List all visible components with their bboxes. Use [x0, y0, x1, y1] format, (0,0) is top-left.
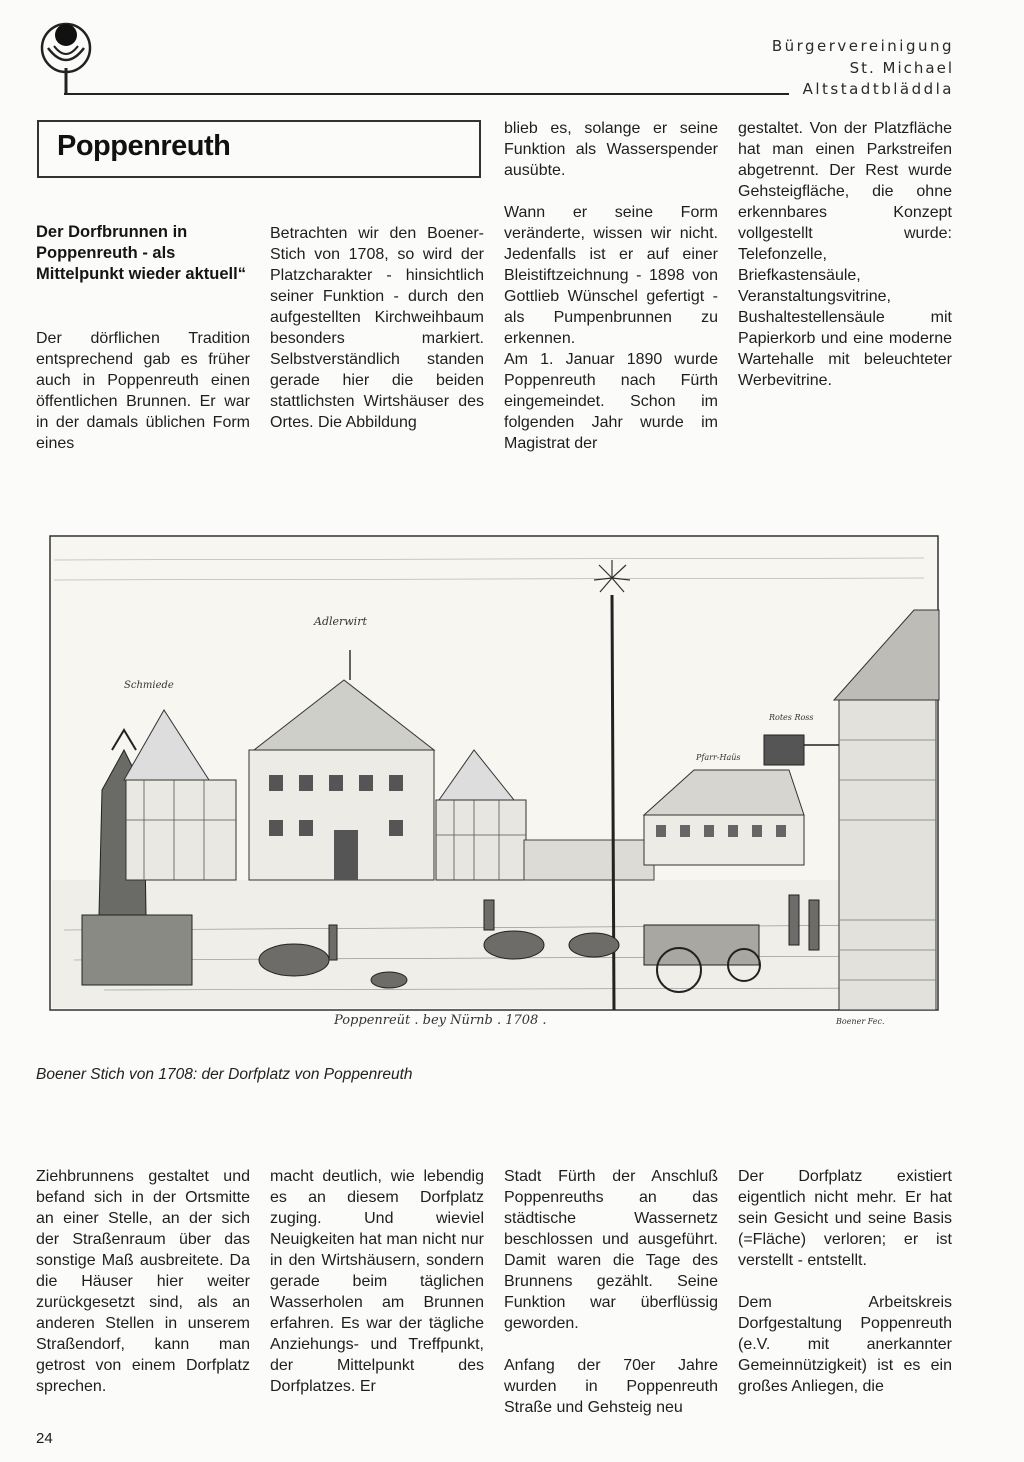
paragraph: Dem Arbeitskreis Dorfgestaltung Poppenreuth (e.V. mit anerkannter Gemeinnützigkeit) ist es ein großes Anliegen, die: [738, 1294, 952, 1395]
logo-emblem: [34, 18, 98, 96]
paragraph: Anfang der 70er Jahre wurden in Poppenreuth Straße und Gehsteig neu: [504, 1357, 718, 1416]
article-title: Poppenreuth: [57, 130, 231, 162]
label-adlerwirt: Adlerwirt: [314, 615, 367, 628]
engraving-image: [44, 520, 942, 1035]
paragraph: Der Dorfplatz existiert eigentlich nicht mehr. Er hat sein Gesicht und seine Basis (=Fläche) verloren; er ist verstellt - entstellt.: [738, 1168, 952, 1269]
figure-caption: Boener Stich von 1708: der Dorfplatz von Poppenreuth: [36, 1066, 413, 1083]
paragraph: Wann er seine Form veränderte, wissen wir nicht. Jedenfalls ist er auf einer Bleistiftzeichnung - 1898 von Gottlieb Wünschel gefertigt - als Pumpenbrunnen zu erkennen.: [504, 204, 718, 347]
bottom-column-1: [36, 1166, 250, 1397]
paragraph: Ziehbrunnens gestaltet und befand sich in der Ortsmitte an einer Stelle, an der sich der Straßenraum über das sonstige Maß ausbreitete. Da die Häuser hier weiter zurückgesetzt sind, als an anderen Stellen in unserem Straßendorf, kann man getrost von einem Dorfplatz sprechen.: [36, 1168, 250, 1395]
page-number: 24: [36, 1430, 53, 1447]
bottom-column-2: [270, 1166, 484, 1397]
engraving-figure: [44, 520, 942, 1035]
header-org-line3: Altstadtbläddla: [802, 80, 954, 98]
label-pfarrhaus: Pfarr-Haüs: [696, 753, 741, 762]
paragraph: Am 1. Januar 1890 wurde Poppenreuth nach Fürth eingemeindet. Schon im folgenden Jahr wurde im Magistrat der: [504, 351, 718, 452]
plate-caption: Poppenreüt . bey Nürnb . 1708 .: [334, 1013, 547, 1028]
paragraph: Stadt Fürth der Anschluß Poppenreuths an das städtische Wassernetz beschlossen und ausgeführt. Damit waren die Tage des Brunnens gezählt. Seine Funktion war überflüssig geworden.: [504, 1168, 718, 1332]
header-org-line1: Bürgervereinigung: [771, 37, 954, 55]
paragraph: blieb es, solange er seine Funktion als Wasserspender ausübte.: [504, 120, 718, 179]
top-column-3: [504, 118, 718, 454]
paragraph: macht deutlich, wie lebendig es an diesem Dorfplatz zuging. Und wieviel Neuigkeiten hat man nicht nur in den Wirtshäusern, sondern gerade beim täglichen Wasserholen am Brunnen erfahren. Es war der tägliche Anziehungs- und Treffpunkt, der Mittelpunkt des Dorfplatzes. Er: [270, 1168, 484, 1395]
engraver-signature: Boener Fec.: [836, 1017, 885, 1026]
bottom-column-3: [504, 1166, 718, 1418]
title-box: [37, 120, 481, 178]
paragraph: gestaltet. Von der Platzfläche hat man einen Parkstreifen abgetrennt. Der Rest wurde Gehsteigfläche, die ohne erkennbares Konzept vollgestellt wurde: Telefonzelle, Briefkastensäule, Veranstaltungsvitrine, Bushaltestellensäule mit Papierkorb und eine moderne Wartehalle mit beleuchteter Werbevitrine.: [738, 120, 952, 389]
top-column-2: [270, 223, 484, 433]
paragraph: Betrachten wir den Boener-Stich von 1708, so wird der Platzcharakter - hinsichtlich seiner Funktion - durch den aufgestellten Kirchweihbaum besonders markiert. Selbstverständlich standen gerade hier die beiden stattlichsten Wirtshäuser des Ortes. Die Abbildung: [270, 225, 484, 431]
label-rotes-ross: Rotes Ross: [769, 713, 814, 722]
paragraph: Der dörflichen Tradition entsprechend gab es früher auch in Poppenreuth einen öffentlichen Brunnen. Er war in der damals üblichen Form eines: [36, 330, 250, 452]
header-org-line2: St. Michael: [849, 59, 954, 77]
bottom-column-4: [738, 1166, 952, 1397]
top-column-4: [738, 118, 952, 391]
top-column-1: [36, 328, 250, 454]
header-rule: [64, 93, 789, 95]
article-subheading: Der Dorfbrunnen in Poppenreuth - als Mittelpunkt wieder aktuell“: [36, 223, 246, 283]
label-schmiede: Schmiede: [124, 680, 174, 691]
logo: [34, 18, 98, 96]
